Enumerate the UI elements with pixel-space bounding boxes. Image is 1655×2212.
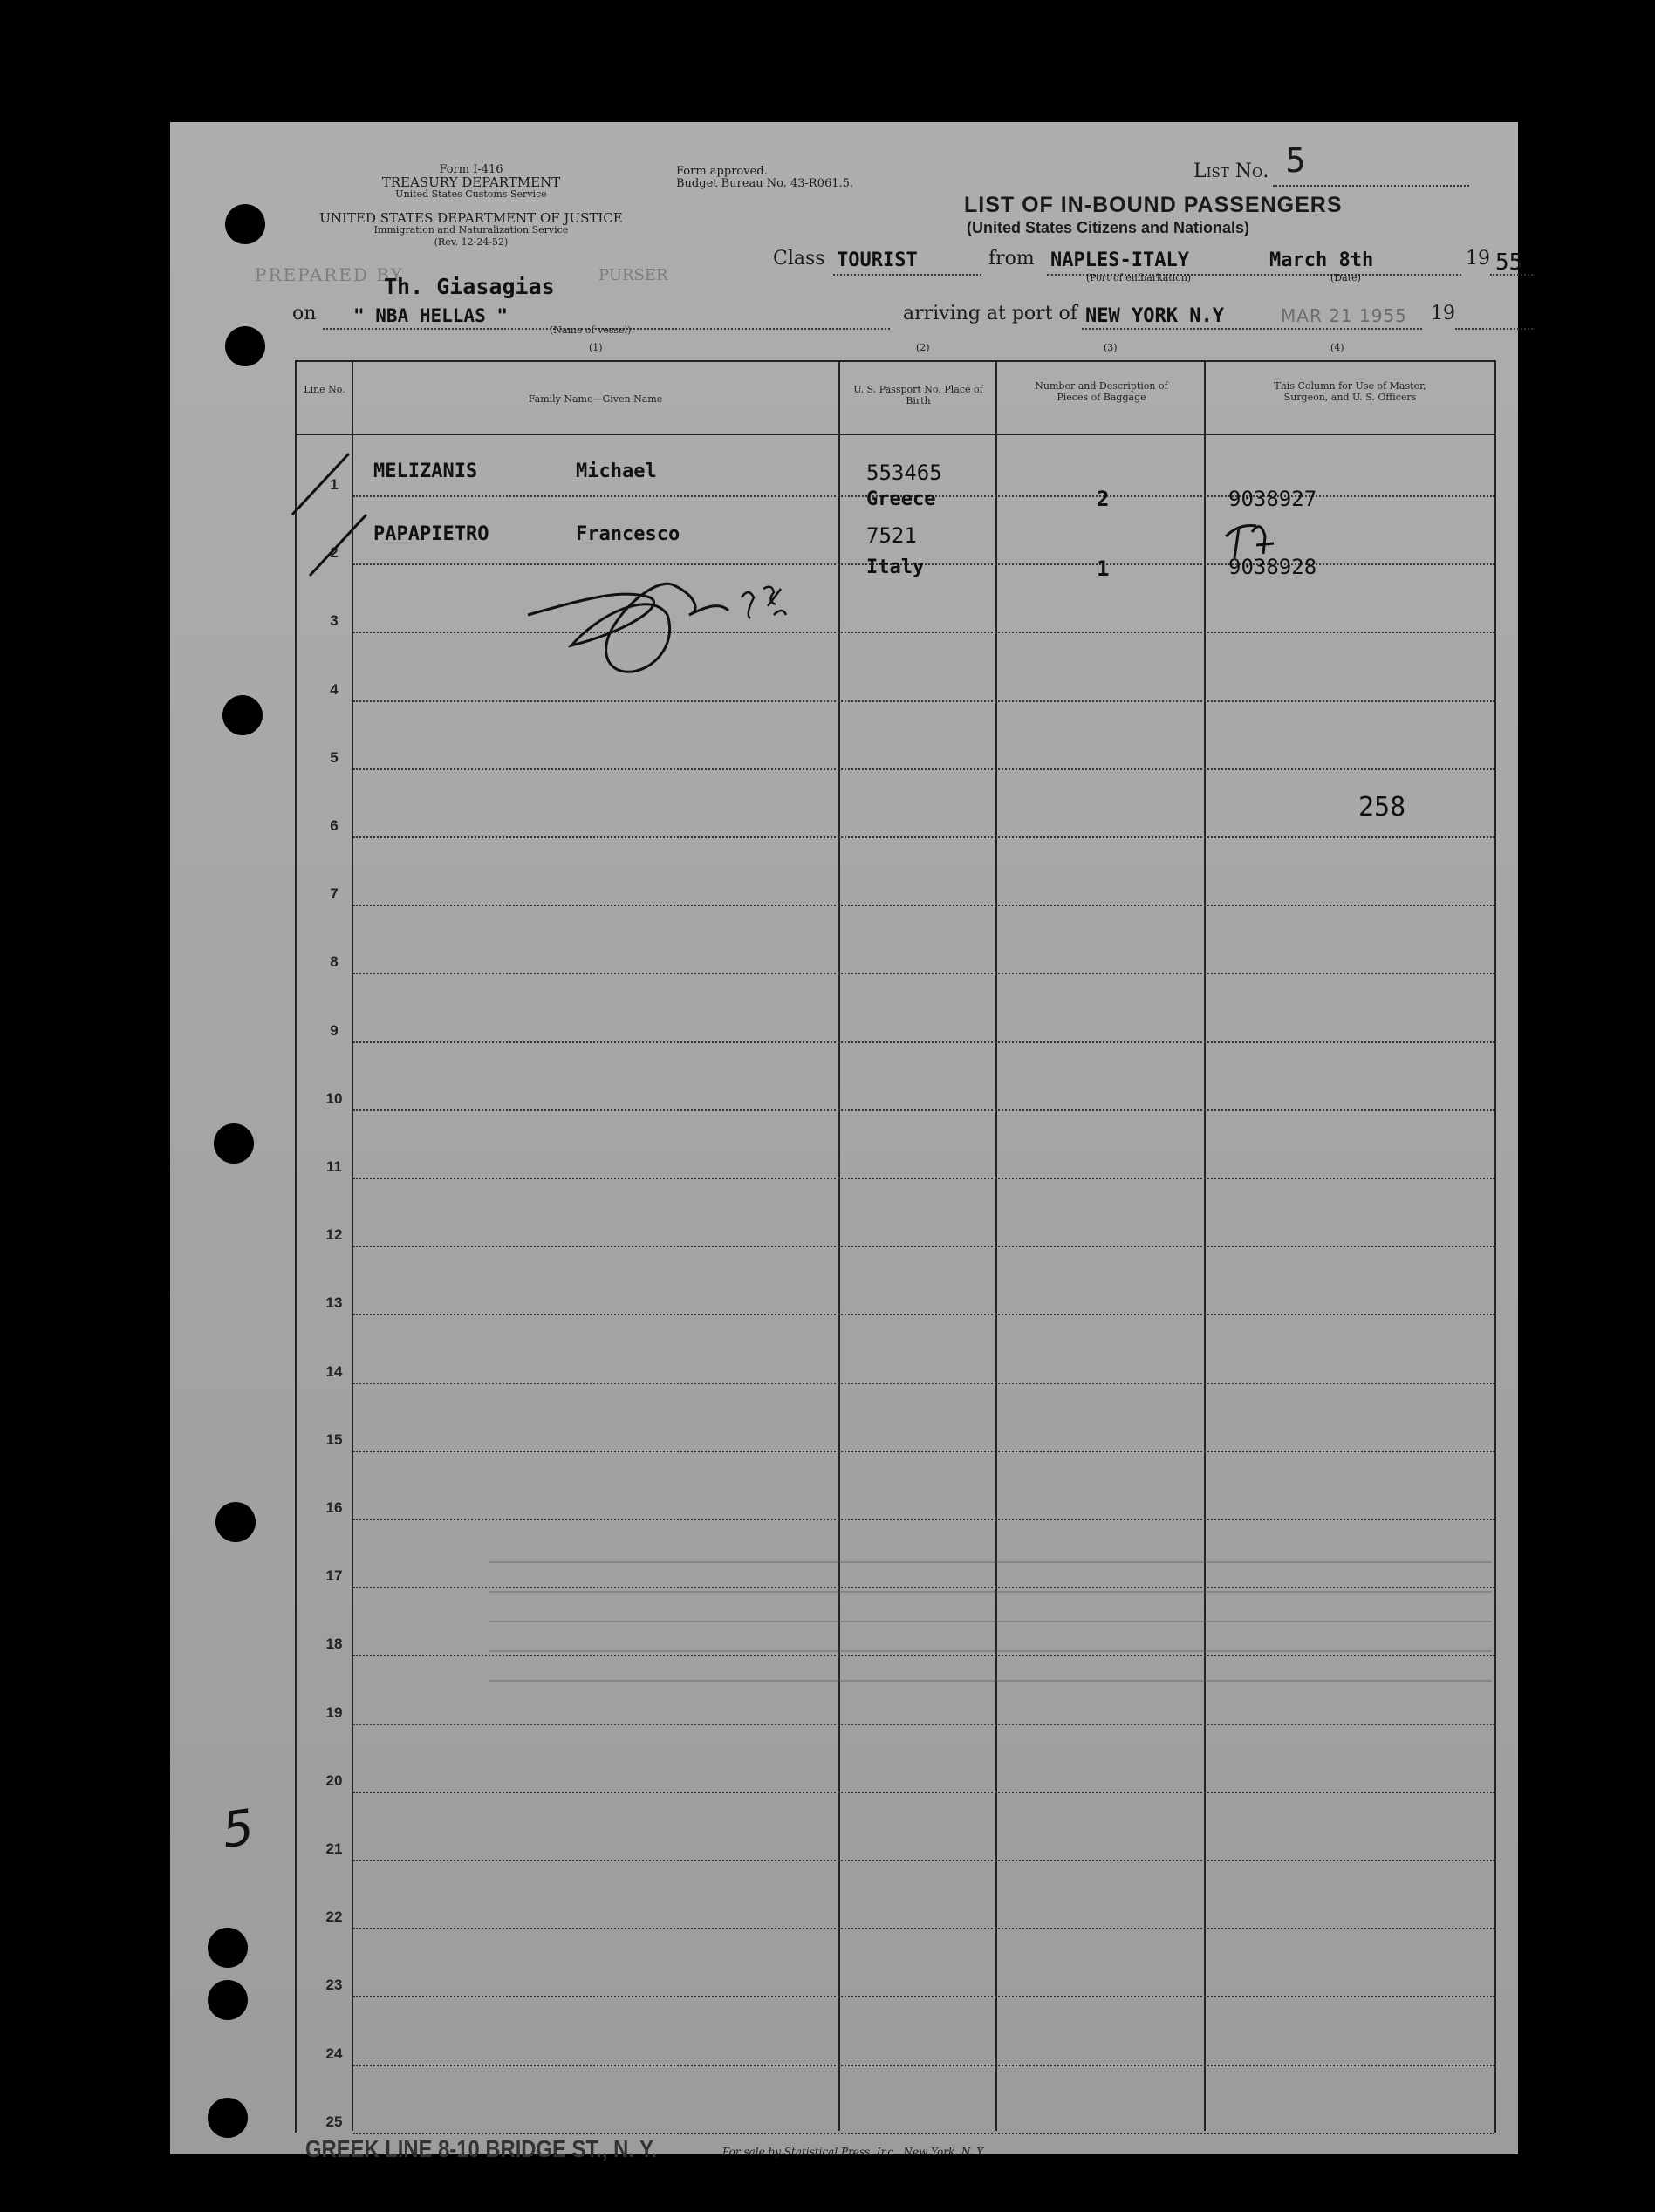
- header-rule: [295, 434, 1494, 435]
- year-suffix: 19: [1431, 303, 1455, 324]
- line-number: 10: [325, 1089, 343, 1107]
- year-suffix-field: [1455, 305, 1535, 330]
- line-number: 8: [330, 953, 339, 971]
- line-number: 16: [325, 1499, 343, 1516]
- row-rule: [353, 1382, 1494, 1384]
- row-rule: [353, 700, 1494, 702]
- header-line-no: Line No.: [304, 384, 345, 395]
- class-label: Class: [773, 248, 825, 270]
- form-title: LIST OF IN-BOUND PASSENGERS: [964, 193, 1343, 217]
- row-1-birthplace: Greece: [866, 488, 936, 510]
- row-2-family-name: PAPAPIETRO: [373, 523, 489, 545]
- list-number-block: [1193, 141, 1492, 187]
- line-number: 17: [325, 1567, 343, 1585]
- line-number: 13: [325, 1294, 343, 1312]
- column-number: (4): [1330, 342, 1344, 353]
- row-rule: [353, 1451, 1494, 1452]
- row-rule: [353, 2065, 1494, 2066]
- row-rule: [353, 1109, 1494, 1111]
- column-number: (2): [916, 342, 930, 353]
- binder-hole: [215, 1502, 256, 1542]
- binder-hole: [208, 2098, 248, 2138]
- row-rule: [353, 1178, 1494, 1179]
- form-number: Form I-416: [439, 163, 503, 176]
- date-caption: (Date): [1330, 272, 1361, 283]
- row-rule: [353, 836, 1494, 838]
- bleed-through-text: [489, 1544, 1492, 1710]
- line-number: 14: [325, 1362, 343, 1380]
- vessel-caption: (Name of vessel): [550, 324, 632, 336]
- header-passport: U. S. Passport No. Place of Birth: [853, 384, 983, 406]
- list-no-value: 5: [1273, 147, 1469, 187]
- line-number: 25: [325, 2113, 343, 2130]
- sale-note: For sale by Statistical Press, Inc., New York, N. Y.: [722, 2146, 986, 2158]
- row-1-officer-number: 9038927: [1228, 487, 1317, 511]
- line-number: 22: [325, 1908, 343, 1926]
- row-1-family-name: MELIZANIS: [373, 461, 478, 482]
- officer-note: 258: [1358, 792, 1406, 823]
- row-rule: [353, 973, 1494, 974]
- row-rule: [353, 1792, 1494, 1793]
- arrival-port-field: NEW YORK N.Y MAR 21 1955: [1082, 305, 1422, 330]
- line-number: 6: [330, 817, 339, 834]
- binder-hole: [208, 1980, 248, 2020]
- binder-hole: [214, 1123, 254, 1164]
- line-number: 2: [330, 544, 339, 562]
- service-2: Immigration and Naturalization Service: [373, 224, 569, 236]
- approval-block: [676, 166, 853, 190]
- class-field: TOURIST: [833, 249, 981, 276]
- line-number: 5: [330, 748, 339, 766]
- service: United States Customs Service: [395, 188, 547, 200]
- line-number: 12: [325, 1226, 343, 1244]
- line-number: 18: [325, 1635, 343, 1653]
- line-number: 21: [325, 1840, 343, 1857]
- line-number: 19: [325, 1703, 343, 1721]
- row-1-baggage: 2: [1097, 487, 1110, 511]
- from-field: NAPLES-ITALY March 8th: [1047, 249, 1461, 276]
- row-2-given-name: Francesco: [576, 523, 680, 545]
- row-rule: [353, 1724, 1494, 1725]
- revision: (Rev. 12-24-52): [434, 236, 509, 248]
- prepared-by-label: PREPARED BY: [255, 264, 404, 285]
- header-family-name: Family Name—Given Name: [528, 393, 663, 405]
- department-block: [292, 212, 650, 249]
- prepared-by-value: Th. Giasagias: [384, 274, 555, 299]
- line-number: 9: [330, 1021, 339, 1039]
- signature-scrawl: [519, 563, 807, 685]
- header-officers: This Column for Use of Master, Surgeon, and U. S. Officers: [1274, 380, 1426, 403]
- line-number: 1: [330, 476, 339, 493]
- row-2-officer-number: 9038928: [1228, 555, 1317, 579]
- header-baggage: Number and Description of Pieces of Baggage: [1035, 380, 1168, 403]
- line-number: 3: [330, 612, 339, 630]
- purser-label: PURSER: [598, 266, 668, 284]
- department: TREASURY DEPARTMENT: [381, 174, 561, 190]
- column-number: (1): [589, 342, 603, 353]
- checkmark-strokes: [284, 436, 388, 593]
- arrival-date-stamp: MAR 21 1955: [1281, 305, 1407, 326]
- line-number: 20: [325, 1772, 343, 1789]
- column-number: (3): [1104, 342, 1118, 353]
- arriving-label: arriving at port of: [903, 303, 1077, 324]
- margin-mark: 5: [218, 1799, 257, 1860]
- row-rule: [353, 905, 1494, 906]
- row-rule: [353, 1860, 1494, 1861]
- vessel-field: " NBA HELLAS ": [323, 305, 890, 330]
- line-number: 11: [326, 1158, 342, 1175]
- port-caption: (Port of embarkation): [1086, 272, 1192, 283]
- officer-initials: [1221, 510, 1291, 571]
- on-label: on: [292, 303, 317, 324]
- line-number: 15: [325, 1430, 343, 1448]
- budget-bureau: Budget Bureau No. 43-R061.5.: [676, 177, 854, 190]
- line-number: 23: [325, 1976, 343, 1994]
- line-number: 7: [330, 885, 339, 903]
- row-2-baggage: 1: [1097, 556, 1110, 581]
- row-rule: [353, 1928, 1494, 1929]
- binder-hole: [225, 204, 265, 244]
- row-2-passport: 7521: [866, 523, 917, 548]
- row-rule: [353, 1314, 1494, 1315]
- row-2-birthplace: Italy: [866, 556, 925, 578]
- row-rule: [353, 1041, 1494, 1043]
- form-approved: Form approved.: [676, 165, 768, 178]
- department-2: UNITED STATES DEPARTMENT OF JUSTICE: [319, 210, 623, 226]
- row-rule: [353, 768, 1494, 770]
- year-prefix: 19: [1466, 248, 1490, 270]
- form-id-block: [340, 164, 602, 201]
- line-number: 24: [325, 2045, 343, 2062]
- form-subtitle: (United States Citizens and Nationals): [967, 219, 1250, 236]
- list-no-label: List No.: [1193, 160, 1269, 182]
- from-label: from: [988, 248, 1035, 270]
- steamship-line-stamp: GREEK LINE 8-10 BRIDGE ST., N. Y.: [305, 2135, 657, 2162]
- row-rule: [353, 1996, 1494, 1997]
- line-number: 4: [330, 680, 339, 698]
- row-1-passport: 553465: [866, 461, 942, 485]
- binder-hole: [208, 1928, 248, 1968]
- binder-hole: [222, 695, 263, 735]
- binder-hole: [225, 326, 265, 366]
- row-rule: [353, 1246, 1494, 1247]
- year-field: 55: [1490, 249, 1535, 276]
- row-1-given-name: Michael: [576, 461, 657, 482]
- row-rule: [353, 2133, 1494, 2134]
- row-rule: [353, 1519, 1494, 1520]
